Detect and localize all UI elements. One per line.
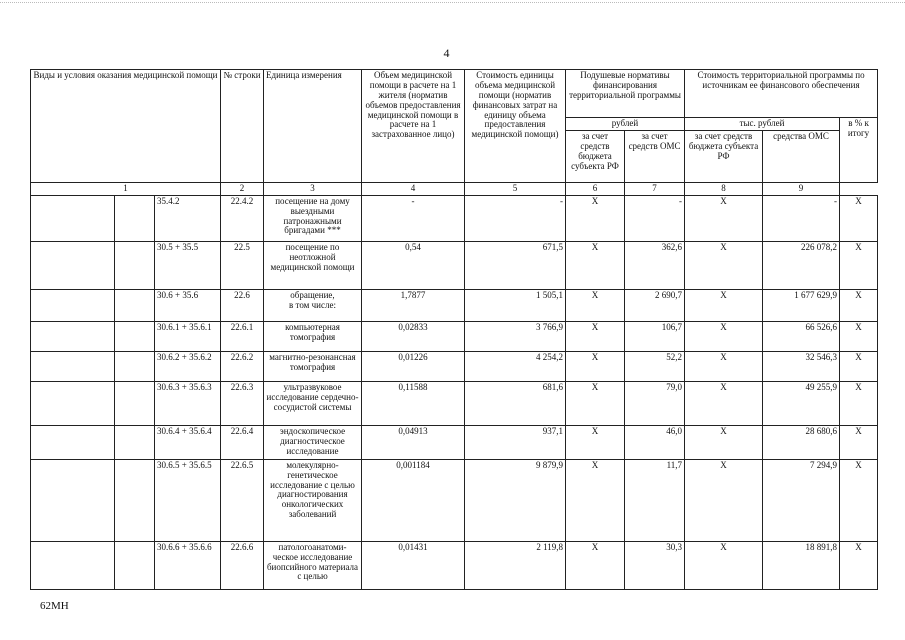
col-number: 1	[31, 182, 221, 195]
cell-budget-per-capita: X	[566, 541, 625, 589]
cell-volume: 0,01431	[362, 541, 465, 589]
header-budget-rf-7: за счет средств бюджета субъекта РФ	[685, 130, 763, 182]
cell-volume: 1,7877	[362, 289, 465, 321]
header-per-capita: Подушевые нормативы финансирования территориальной программы	[566, 70, 685, 118]
cell-cost: 671,5	[465, 241, 566, 289]
cell-percent: X	[840, 351, 878, 381]
table-row	[31, 425, 878, 459]
cell-oms-per-capita: 79,0	[625, 381, 685, 425]
cell-empty	[31, 541, 115, 589]
header-unit: Единица измерения	[264, 70, 362, 183]
document-code: 62МН	[40, 600, 69, 612]
cell-unit: ультразвуковое исследование сердечно-сосудистой системы	[264, 381, 362, 425]
cell-budget-per-capita: X	[566, 289, 625, 321]
header-kinds: Виды и условия оказания медицинской помощи	[31, 70, 221, 183]
financing-table	[30, 69, 878, 590]
cell-unit-line: обращение,	[290, 289, 335, 300]
cell-percent: X	[840, 289, 878, 321]
header-row-no: № строки	[221, 70, 264, 183]
cell-line-number: 22.4.2	[221, 195, 264, 241]
cell-empty	[31, 351, 115, 381]
cell-volume: 0,04913	[362, 425, 465, 459]
cell-oms-total: 49 255,9	[763, 381, 840, 425]
cell-percent: X	[840, 425, 878, 459]
cell-empty	[31, 289, 115, 321]
cell-budget-total: X	[685, 351, 763, 381]
column-numbers-row	[31, 182, 878, 195]
col-number: 5	[465, 182, 566, 195]
table-row	[31, 381, 878, 425]
cell-budget-per-capita: X	[566, 381, 625, 425]
cell-oms-per-capita: 30,3	[625, 541, 685, 589]
cell-oms-total: 32 546,3	[763, 351, 840, 381]
cell-unit: молекулярно-генетическое исследование с целью диагностирования онкологических заболеваний	[264, 459, 362, 541]
cell-oms-total: 28 680,6	[763, 425, 840, 459]
cell-code: 30.6.4 + 35.6.4	[155, 425, 221, 459]
cell-empty	[31, 459, 115, 541]
cell-cost: 681,6	[465, 381, 566, 425]
cell-oms-per-capita: 2 690,7	[625, 289, 685, 321]
scan-artifact-line	[0, 2, 905, 5]
cell-budget-total: X	[685, 321, 763, 351]
col-number: 6	[566, 182, 625, 195]
cell-volume: 0,54	[362, 241, 465, 289]
cell-line-number: 22.6	[221, 289, 264, 321]
cell-percent: X	[840, 241, 878, 289]
header-percent-total: в % к итогу	[840, 118, 878, 183]
cell-empty	[115, 321, 155, 351]
cell-oms-total: -	[763, 195, 840, 241]
cell-oms-per-capita: 46,0	[625, 425, 685, 459]
cell-unit: посещение на дому выездными патронажными бригадами ***	[264, 195, 362, 241]
header-oms-6: за счет средств ОМС	[625, 130, 685, 182]
cell-volume: 0,11588	[362, 381, 465, 425]
cell-volume: -	[362, 195, 465, 241]
cell-code: 30.6.5 + 35.6.5	[155, 459, 221, 541]
table-row	[31, 195, 878, 241]
cell-oms-per-capita: -	[625, 195, 685, 241]
col-number: 2	[221, 182, 264, 195]
cell-cost: 9 879,9	[465, 459, 566, 541]
cell-unit: посещение по неотложной медицинской помощи	[264, 241, 362, 289]
header-cost: Стоимость единицы объема медицинской помощи (норматив финансовых затрат на единицу объема предоставления медицинской помощи)	[465, 70, 566, 183]
cell-oms-per-capita: 52,2	[625, 351, 685, 381]
cell-percent: X	[840, 381, 878, 425]
cell-unit: компьютерная томография	[264, 321, 362, 351]
cell-oms-per-capita: 11,7	[625, 459, 685, 541]
cell-oms-per-capita: 106,7	[625, 321, 685, 351]
cell-budget-total: X	[685, 541, 763, 589]
cell-empty	[115, 195, 155, 241]
cell-empty	[115, 241, 155, 289]
col-number: 3	[264, 182, 362, 195]
cell-budget-total: X	[685, 381, 763, 425]
cell-empty	[115, 425, 155, 459]
cell-budget-total: X	[685, 195, 763, 241]
cell-empty	[31, 381, 115, 425]
table-row	[31, 459, 878, 541]
header-rubles: рублей	[566, 118, 685, 131]
header-territorial-cost: Стоимость территориальной программы по источникам ее финансового обеспечения	[685, 70, 878, 118]
table-row	[31, 241, 878, 289]
cell-oms-total: 7 294,9	[763, 459, 840, 541]
cell-empty	[31, 195, 115, 241]
header-budget-rf-5: за счет средств бюджета субъекта РФ	[566, 130, 625, 182]
col-number: 4	[362, 182, 465, 195]
header-thousand-rubles: тыс. рублей	[685, 118, 840, 131]
cell-cost: 3 766,9	[465, 321, 566, 351]
cell-budget-per-capita: X	[566, 351, 625, 381]
cell-empty	[115, 459, 155, 541]
cell-empty	[115, 381, 155, 425]
cell-code: 30.6.6 + 35.6.6	[155, 541, 221, 589]
cell-budget-per-capita: X	[566, 241, 625, 289]
cell-percent: X	[840, 459, 878, 541]
cell-budget-total: X	[685, 459, 763, 541]
header-volume: Объем медицинской помощи в расчете на 1 жителя (норматив объемов предоставления медицинской помощи в расчете на 1 застрахованное лицо)	[362, 70, 465, 183]
cell-budget-per-capita: X	[566, 459, 625, 541]
cell-cost: 1 505,1	[465, 289, 566, 321]
cell-empty	[115, 289, 155, 321]
cell-budget-per-capita: X	[566, 195, 625, 241]
cell-line-number: 22.6.5	[221, 459, 264, 541]
cell-unit-line: в том числе:	[289, 299, 336, 310]
cell-code: 30.6.3 + 35.6.3	[155, 381, 221, 425]
table-row	[31, 351, 878, 381]
cell-percent: X	[840, 541, 878, 589]
cell-budget-per-capita: X	[566, 321, 625, 351]
cell-empty	[115, 541, 155, 589]
cell-line-number: 22.6.4	[221, 425, 264, 459]
cell-line-number: 22.6.2	[221, 351, 264, 381]
cell-budget-total: X	[685, 289, 763, 321]
cell-line-number: 22.6.6	[221, 541, 264, 589]
header-oms-8: средства ОМС	[763, 130, 840, 182]
cell-oms-total: 1 677 629,9	[763, 289, 840, 321]
col-number: 7	[625, 182, 685, 195]
cell-unit	[264, 289, 362, 321]
cell-code: 35.4.2	[155, 195, 221, 241]
cell-empty	[115, 351, 155, 381]
cell-line-number: 22.5	[221, 241, 264, 289]
cell-oms-total: 226 078,2	[763, 241, 840, 289]
cell-empty	[31, 425, 115, 459]
cell-code: 30.6.2 + 35.6.2	[155, 351, 221, 381]
col-number: 9	[763, 182, 840, 195]
cell-code: 30.6 + 35.6	[155, 289, 221, 321]
cell-code: 30.6.1 + 35.6.1	[155, 321, 221, 351]
cell-code: 30.5 + 35.5	[155, 241, 221, 289]
cell-cost: -	[465, 195, 566, 241]
cell-line-number: 22.6.3	[221, 381, 264, 425]
table-row	[31, 289, 878, 321]
cell-percent: X	[840, 195, 878, 241]
cell-budget-total: X	[685, 425, 763, 459]
cell-unit: эндоскопическое диагностическое исследование	[264, 425, 362, 459]
cell-oms-total: 66 526,6	[763, 321, 840, 351]
cell-volume: 0,02833	[362, 321, 465, 351]
cell-volume: 0,01226	[362, 351, 465, 381]
table-row	[31, 321, 878, 351]
cell-volume: 0,001184	[362, 459, 465, 541]
page-number: 4	[443, 46, 450, 60]
cell-cost: 2 119,8	[465, 541, 566, 589]
table-row	[31, 541, 878, 589]
cell-oms-total: 18 891,8	[763, 541, 840, 589]
col-number: 8	[685, 182, 763, 195]
cell-unit: патологоанатоми-ческое исследование биопсийного материала с целью	[264, 541, 362, 589]
cell-unit: магнитно-резонансная томография	[264, 351, 362, 381]
cell-oms-per-capita: 362,6	[625, 241, 685, 289]
cell-empty	[31, 321, 115, 351]
cell-budget-total: X	[685, 241, 763, 289]
cell-percent: X	[840, 321, 878, 351]
cell-empty	[31, 241, 115, 289]
cell-line-number: 22.6.1	[221, 321, 264, 351]
cell-cost: 4 254,2	[465, 351, 566, 381]
cell-budget-per-capita: X	[566, 425, 625, 459]
cell-cost: 937,1	[465, 425, 566, 459]
